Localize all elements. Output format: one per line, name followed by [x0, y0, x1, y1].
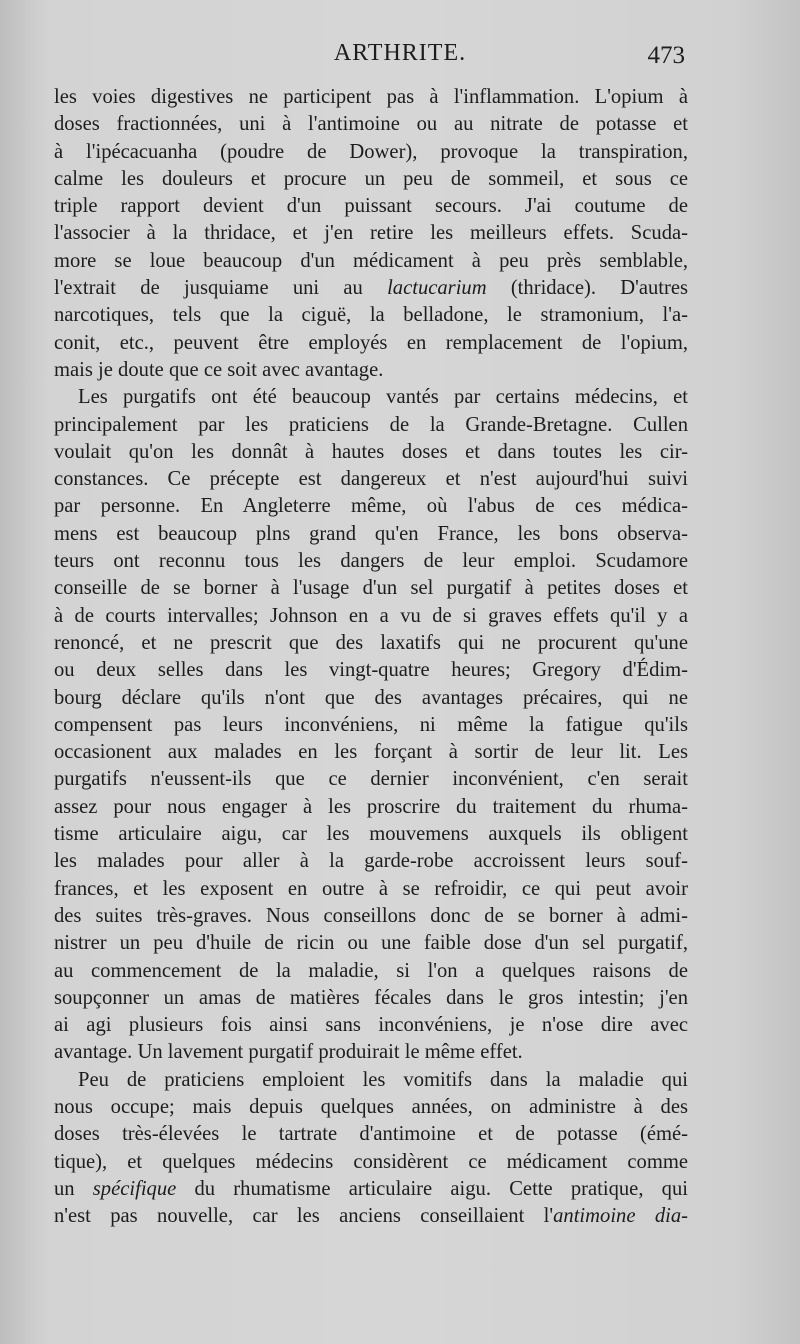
line-text: compensent pas leurs inconvéniens, ni même la fatigue qu'ils	[54, 713, 688, 736]
text-line	[54, 685, 688, 712]
text-line	[54, 766, 688, 793]
line-text: nous occupe; mais depuis quelques années, on administre à des	[54, 1095, 688, 1118]
text-line	[54, 958, 688, 985]
text-line	[54, 493, 688, 520]
text-line	[54, 657, 688, 684]
line-text: à de courts intervalles; Johnson en a vu de si graves effets qu'il y a	[54, 604, 688, 627]
line-text: au commencement de la maladie, si l'on a quelques raisons de	[54, 959, 688, 982]
line-text: renoncé, et ne prescrit que des laxatifs qui ne procurent qu'une	[54, 631, 688, 654]
text-line	[54, 220, 688, 247]
line-text: doses très-élevées le tartrate d'antimoine et de potasse (émé-	[54, 1123, 688, 1146]
text-line	[54, 821, 688, 848]
line-text: Les purgatifs ont été beaucoup vantés par certains médecins, et	[78, 386, 688, 409]
line-text: ou deux selles dans les vingt-quatre heures; Gregory d'Édim-	[54, 659, 688, 682]
line-text: mens est beaucoup plns grand qu'en France, les bons observa-	[54, 522, 688, 545]
text-line	[54, 575, 688, 602]
line-text: principalement par les praticiens de la Grande-Bretagne. Cullen	[54, 413, 688, 436]
line-text: triple rapport devient d'un puissant secours. J'ai coutume de	[54, 195, 688, 218]
line-text: les voies digestives ne participent pas à l'inflammation. L'opium à	[54, 86, 688, 108]
running-title: ARTHRITE.	[333, 40, 467, 66]
line-text: conseille de se borner à l'usage d'un sel purgatif à petites doses et	[54, 577, 688, 600]
line-text: bourg déclare qu'ils n'ont que des avantages précaires, qui ne	[54, 686, 688, 709]
text-line	[54, 302, 688, 329]
line-text: conit, etc., peuvent être employés en remplacement de l'opium,	[54, 331, 688, 354]
text-line	[54, 84, 688, 111]
line-text-continued: du rhumatisme articulaire aigu. Cette pratique, qui	[176, 1177, 688, 1200]
text-line	[54, 111, 688, 138]
text-line	[54, 848, 688, 875]
text-line	[54, 985, 688, 1012]
text-line	[54, 1203, 688, 1230]
text-line	[54, 466, 688, 493]
line-text: tisme articulaire aigu, car les mouvemens auxquels ils obligent	[54, 823, 688, 846]
page-number: 473	[647, 42, 685, 69]
text-line	[54, 1094, 688, 1121]
page-header	[0, 40, 800, 80]
line-text: narcotiques, tels que la ciguë, la belladone, le stramonium, l'a-	[54, 304, 688, 327]
text-line	[54, 794, 688, 821]
text-line	[54, 139, 688, 166]
line-text: purgatifs n'eussent-ils que ce dernier inconvénient, c'en serait	[54, 768, 688, 791]
text-line	[54, 412, 688, 439]
line-text: un	[54, 1177, 93, 1200]
italic-text: spécifique	[92, 1177, 177, 1200]
text-line	[54, 330, 688, 357]
text-line	[54, 930, 688, 957]
text-line	[54, 1067, 688, 1094]
italic-text: antimoine dia-	[553, 1205, 688, 1228]
text-line	[54, 357, 688, 384]
line-text: l'extrait de jusquiame uni au	[54, 277, 388, 300]
line-text: teurs ont reconnu tous les dangers de leur emploi. Scudamore	[54, 550, 688, 573]
line-text: tique), et quelques médecins considèrent ce médicament comme	[54, 1150, 688, 1173]
text-line	[54, 248, 688, 275]
text-line	[54, 275, 688, 302]
text-line	[54, 712, 688, 739]
text-line	[54, 603, 688, 630]
text-line	[54, 903, 688, 930]
line-text: l'associer à la thridace, et j'en retire les meilleurs effets. Scuda-	[54, 222, 688, 245]
text-line	[54, 1176, 688, 1203]
text-line	[54, 521, 688, 548]
line-text: soupçonner un amas de matières fécales dans le gros intestin; j'en	[54, 986, 688, 1009]
line-text: avantage. Un lavement purgatif produirait le même effet.	[54, 1041, 523, 1064]
text-line	[54, 1149, 688, 1176]
text-line	[54, 1012, 688, 1039]
line-text: assez pour nous engager à les proscrire du traitement du rhuma-	[54, 795, 688, 818]
line-text: doses fractionnées, uni à l'antimoine ou au nitrate de potasse et	[54, 113, 688, 136]
text-line	[54, 876, 688, 903]
line-text: Peu de praticiens emploient les vomitifs dans la maladie qui	[78, 1068, 688, 1091]
text-line	[54, 630, 688, 657]
text-line	[54, 548, 688, 575]
line-text: occasionent aux malades en les forçant à sortir de leur lit. Les	[54, 741, 688, 764]
italic-text: lactucarium	[387, 277, 487, 300]
body-text	[54, 84, 688, 1230]
text-line	[54, 1039, 688, 1066]
line-text: nistrer un peu d'huile de ricin ou une faible dose d'un sel purgatif,	[54, 932, 688, 955]
line-text-continued: (thridace). D'autres	[486, 277, 688, 300]
line-text: constances. Ce précepte est dangereux et n'est aujourd'hui suivi	[54, 468, 688, 491]
line-text: mais je doute que ce soit avec avantage.	[54, 358, 384, 381]
text-line	[54, 384, 688, 411]
text-line	[54, 1121, 688, 1148]
line-text: frances, et les exposent en outre à se refroidir, ce qui peut avoir	[54, 877, 688, 900]
line-text: des suites très-graves. Nous conseillons donc de se borner à admi-	[54, 904, 688, 927]
line-text: n'est pas nouvelle, car les anciens conseillaient l'	[54, 1205, 554, 1228]
line-text: ai agi plusieurs fois ainsi sans inconvéniens, je n'ose dire avec	[54, 1014, 688, 1037]
text-line	[54, 439, 688, 466]
line-text: à l'ipécacuanha (poudre de Dower), provoque la transpiration,	[54, 140, 688, 163]
text-line	[54, 166, 688, 193]
line-text: par personne. En Angleterre même, où l'abus de ces médica-	[54, 495, 688, 518]
line-text: les malades pour aller à la garde-robe accroissent leurs souf-	[54, 850, 688, 873]
text-line	[54, 739, 688, 766]
line-text: voulait qu'on les donnât à hautes doses et dans toutes les cir-	[54, 440, 688, 463]
line-text: calme les douleurs et procure un peu de sommeil, et sous ce	[54, 167, 688, 190]
text-line	[54, 193, 688, 220]
line-text: more se loue beaucoup d'un médicament à peu près semblable,	[54, 249, 688, 272]
